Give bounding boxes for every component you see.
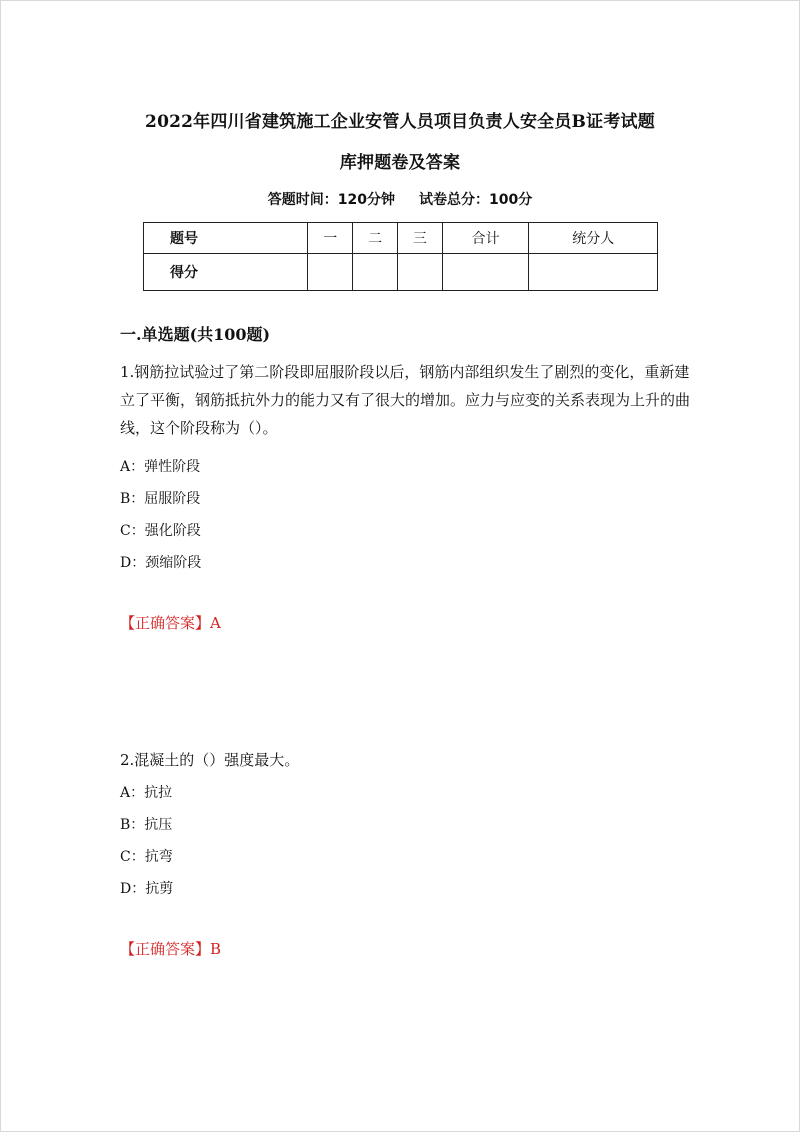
document-title: 2022年四川省建筑施工企业安管人员项目负责人安全员B证考试题 (145, 112, 655, 132)
question-1-answer: 【正确答案】A (120, 614, 221, 632)
question-1-option-b: B：屈服阶段 (120, 491, 201, 507)
question-2-answer: 【正确答案】B (120, 940, 222, 958)
score-cell (353, 254, 398, 291)
score-cell (397, 254, 442, 291)
score-table (143, 222, 658, 291)
question-1-option-d: D：颈缩阶段 (120, 555, 202, 571)
exam-total-score: 试卷总分：100分 (419, 192, 533, 208)
question-2-option-b: B：抗压 (120, 817, 173, 833)
question-2-option-d: D：抗剪 (120, 881, 174, 897)
score-header-question-no: 题号 (144, 223, 308, 254)
exam-time: 答题时间：120分钟 (267, 192, 395, 208)
exam-meta (0, 189, 800, 209)
score-header-grader: 统分人 (529, 223, 658, 254)
question-1-option-c: C：强化阶段 (120, 523, 201, 539)
score-header-total: 合计 (442, 223, 529, 254)
question-2-option-a: A：抗拉 (120, 785, 173, 801)
score-cell (529, 254, 658, 291)
score-header-part-1: 一 (308, 223, 353, 254)
question-1-text: 1.钢筋拉试验过了第二阶段即屈服阶段以后，钢筋内部组织发生了剧烈的变化，重新建立了平衡，钢筋抵抗外力的能力又有了很大的增加。应力与应变的关系表现为上升的曲线，这个阶段称为（）。 (120, 363, 691, 437)
score-cell (308, 254, 353, 291)
question-1-option-a: A：弹性阶段 (120, 459, 201, 475)
score-header-part-2: 二 (353, 223, 398, 254)
score-table-score-row (144, 254, 658, 291)
question-2-text: 2.混凝土的（）强度最大。 (120, 751, 300, 769)
score-row-label: 得分 (144, 254, 308, 291)
document-title-continued: 库押题卷及答案 (339, 153, 461, 173)
score-table-header-row (144, 223, 658, 254)
score-cell (442, 254, 529, 291)
score-header-part-3: 三 (397, 223, 442, 254)
question-2-option-c: C：抗弯 (120, 849, 173, 865)
section-title: 一.单选题(共100题) (120, 325, 271, 344)
